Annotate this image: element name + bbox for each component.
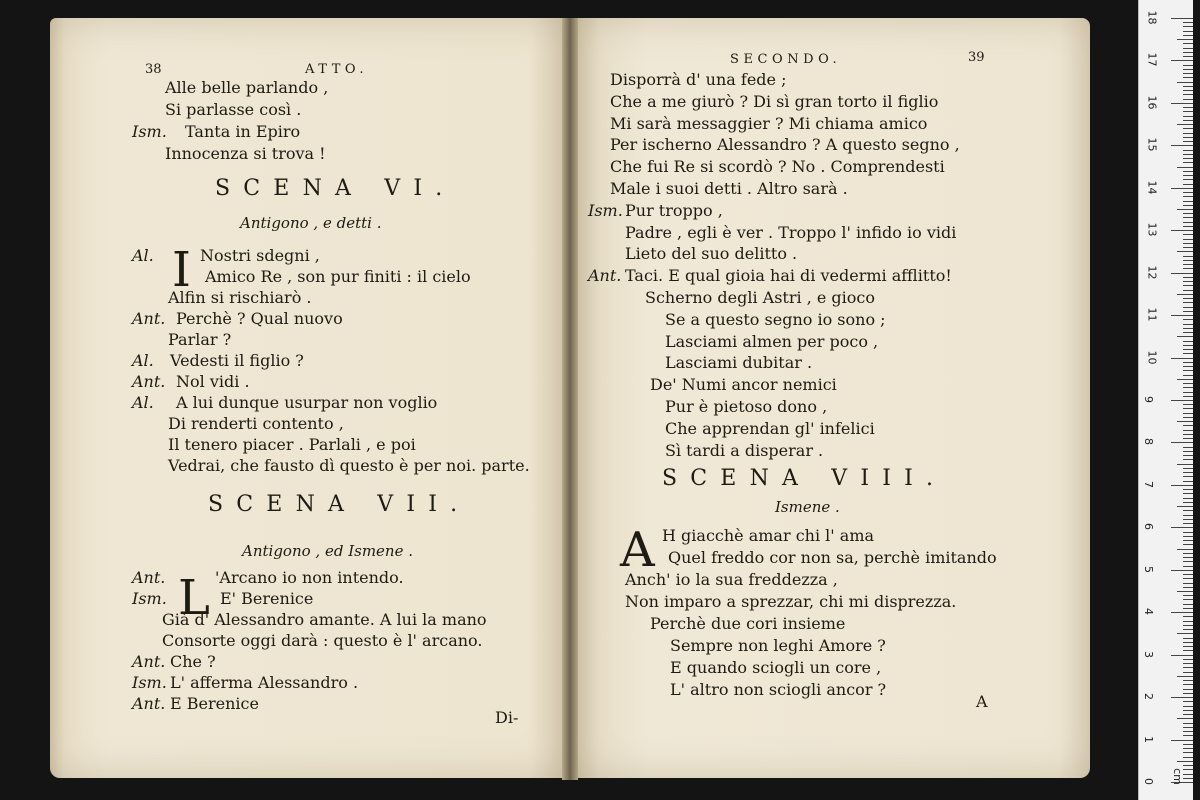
scene-8-dropcap: A [620, 522, 655, 578]
scene-6-stage-direction: Antigono , e detti . [240, 214, 382, 232]
verse-text: Alle belle parlando , [165, 78, 329, 97]
ruler-tick [1177, 124, 1193, 125]
speaker-label: Ant. [132, 309, 166, 328]
running-head-left: ATTO. [305, 62, 369, 77]
ruler-tick [1177, 39, 1193, 40]
verse-text: E quando sciogli un core , [670, 658, 882, 677]
ruler-tick [1183, 532, 1193, 533]
speaker-label: Ant. [132, 372, 166, 391]
ruler-tick [1183, 324, 1193, 325]
ruler-tick [1183, 451, 1193, 452]
ruler-tick [1183, 616, 1193, 617]
verse-text: Che a me giurò ? Di sì gran torto il figlio [610, 91, 939, 111]
ruler-tick [1183, 447, 1193, 448]
ruler-tick [1183, 226, 1193, 227]
ruler-tick [1183, 621, 1193, 622]
scene-7-dropcap: L [178, 570, 210, 626]
verse-text: Consorte oggi darà : questo è l' arcano. [162, 631, 483, 650]
ruler-tick [1183, 332, 1193, 333]
ruler-tick [1177, 167, 1193, 168]
ruler-tick [1183, 94, 1193, 95]
ruler-tick [1183, 349, 1193, 350]
ruler-tick [1171, 103, 1193, 104]
signature-mark: A [976, 692, 988, 711]
ruler-tick [1183, 107, 1193, 108]
verse-text: A lui dunque usurpar non voglio [176, 393, 438, 412]
ruler-tick [1183, 90, 1193, 91]
speaker-label: Ism. [132, 673, 167, 692]
ruler-tick [1183, 366, 1193, 367]
ruler-tick [1177, 209, 1193, 210]
verse-line [132, 568, 404, 588]
ruler-number: 15 [1145, 137, 1159, 152]
ruler-tick [1183, 52, 1193, 53]
ruler-number: 13 [1145, 222, 1159, 237]
scene-7-title: SCENA VII. [208, 492, 471, 517]
ruler-tick [1183, 553, 1193, 554]
ruler-tick [1183, 413, 1193, 414]
right-page [570, 18, 1090, 778]
ruler-tick [1183, 659, 1193, 660]
ruler-tick [1183, 222, 1193, 223]
ruler-tick [1183, 684, 1193, 685]
ruler-tick [1183, 599, 1193, 600]
verse-text: Scherno degli Astri , e gioco [645, 288, 875, 307]
ruler-tick [1183, 493, 1193, 494]
scene-8-stage-direction: Ismene . [775, 498, 840, 516]
ruler-number: 12 [1145, 265, 1159, 280]
ruler-tick [1183, 489, 1193, 490]
ruler-tick [1183, 574, 1193, 575]
scene-8-title: SCENA VIII. [662, 466, 947, 491]
verse-text: Si parlasse così . [165, 100, 302, 119]
verse-line [132, 673, 359, 693]
verse-line [132, 351, 304, 371]
ruler-tick [1171, 273, 1193, 274]
ruler-tick [1183, 701, 1193, 702]
ruler-tick [1183, 629, 1193, 630]
ruler-tick [1183, 184, 1193, 185]
ruler-tick [1171, 740, 1193, 741]
ruler-tick [1183, 430, 1193, 431]
ruler-tick [1177, 82, 1193, 83]
ruler-tick [1183, 285, 1193, 286]
ruler-number: 1 [1142, 735, 1155, 743]
ruler-tick [1183, 133, 1193, 134]
ruler-tick [1177, 336, 1193, 337]
ruler-tick [1183, 778, 1193, 779]
verse-text: Amico Re , son pur finiti : il cielo [205, 267, 471, 286]
ruler-tick [1171, 697, 1193, 698]
ruler-tick [1183, 566, 1193, 567]
ruler-tick [1183, 319, 1193, 320]
ruler-tick [1183, 175, 1193, 176]
ruler-tick [1183, 162, 1193, 163]
verse-line [132, 309, 343, 329]
ruler-number: 16 [1145, 95, 1159, 110]
verse-line [132, 246, 320, 266]
ruler-tick [1183, 99, 1193, 100]
ruler-tick [1183, 73, 1193, 74]
verse-text: Mi sarà messaggier ? Mi chiama amico [610, 113, 928, 133]
ruler-number: 3 [1142, 650, 1155, 658]
verse-line [132, 393, 438, 413]
verse-text: Di renderti contento , [168, 414, 344, 433]
ruler-tick [1183, 116, 1193, 117]
ruler-tick [1183, 311, 1193, 312]
ruler-tick [1183, 765, 1193, 766]
ruler-tick [1183, 328, 1193, 329]
verse-text: Tanta in Epiro [185, 122, 301, 141]
verse-text: H giacchè amar chi l' ama [662, 526, 875, 545]
ruler-tick [1183, 417, 1193, 418]
ruler-tick [1183, 302, 1193, 303]
ruler-tick [1183, 693, 1193, 694]
ruler-tick [1171, 230, 1193, 231]
ruler-tick [1183, 561, 1193, 562]
verse-text: Pur è pietoso dono , [665, 397, 828, 416]
ruler-tick [1183, 502, 1193, 503]
verse-text: Che fui Re si scordò ? No . Comprendesti [610, 157, 945, 177]
ruler-tick [1183, 298, 1193, 299]
verse-text: Non imparo a sprezzar, chi mi disprezza. [625, 592, 957, 611]
verse-line [132, 589, 314, 609]
ruler-tick [1183, 26, 1193, 27]
ruler-tick [1183, 468, 1193, 469]
ruler-number: 5 [1142, 565, 1155, 573]
ruler-tick [1183, 680, 1193, 681]
ruler-tick [1183, 774, 1193, 775]
ruler-tick [1183, 769, 1193, 770]
ruler-tick [1183, 731, 1193, 732]
ruler-tick [1183, 387, 1193, 388]
ruler-tick [1183, 515, 1193, 516]
verse-text: Nol vidi . [176, 372, 250, 391]
ruler-tick [1183, 536, 1193, 537]
speaker-label: Ant. [132, 652, 166, 671]
ruler-tick [1183, 383, 1193, 384]
ruler-tick [1177, 591, 1193, 592]
ruler-tick [1183, 375, 1193, 376]
ruler-tick [1183, 642, 1193, 643]
verse-line [588, 200, 723, 221]
ruler-tick [1177, 251, 1193, 252]
ruler-number: 4 [1142, 608, 1155, 616]
running-head-right: SECONDO. [730, 52, 842, 67]
ruler-tick [1183, 544, 1193, 545]
ruler-tick [1183, 290, 1193, 291]
ruler-tick [1183, 744, 1193, 745]
speaker-label: Ism. [132, 589, 167, 608]
ruler-tick [1177, 633, 1193, 634]
verse-text: Anch' io la sua freddezza , [625, 570, 838, 589]
open-book [50, 18, 1090, 786]
ruler-tick [1183, 438, 1193, 439]
verse-line [132, 652, 216, 672]
ruler-tick [1183, 459, 1193, 460]
ruler-number: 9 [1142, 396, 1155, 403]
verse-text: Perchè ? Qual nuovo [176, 309, 343, 328]
verse-text: Vedesti il figlio ? [170, 351, 304, 370]
ruler-tick [1183, 557, 1193, 558]
verse-text: Che apprendan gl' infelici [665, 418, 875, 438]
ruler-number: 18 [1145, 10, 1159, 25]
ruler-tick [1183, 345, 1193, 346]
speaker-label: Ism. [588, 200, 623, 220]
page-number-left: 38 [145, 62, 162, 77]
ruler-tick [1183, 77, 1193, 78]
speaker-label: Ant. [588, 266, 622, 286]
ruler-tick [1183, 748, 1193, 749]
verse-text: Innocenza si trova ! [165, 144, 326, 163]
ruler-tick [1183, 667, 1193, 668]
ruler-tick [1183, 735, 1193, 736]
ruler-tick [1171, 400, 1193, 401]
ruler-tick [1183, 268, 1193, 269]
ruler-tick [1183, 48, 1193, 49]
ruler-tick [1183, 408, 1193, 409]
ruler-tick [1183, 192, 1193, 193]
speaker-label: Al. [132, 351, 154, 370]
ruler-tick [1171, 612, 1193, 613]
ruler-tick [1183, 196, 1193, 197]
ruler-tick [1177, 549, 1193, 550]
ruler-tick [1183, 540, 1193, 541]
scene-6-dropcap: I [172, 242, 191, 298]
scene-7-stage-direction: Antigono , ed Ismene . [242, 542, 413, 560]
ruler-tick [1183, 396, 1193, 397]
verse-text: E' Berenice [220, 589, 314, 608]
ruler-tick [1183, 141, 1193, 142]
speaker-label: Al. [132, 246, 154, 265]
ruler-tick [1183, 205, 1193, 206]
ruler-tick [1183, 455, 1193, 456]
ruler-number: 6 [1142, 523, 1155, 531]
scene-6-title: SCENA VI. [215, 176, 456, 201]
verse-text: Taci. E qual gioia hai di vedermi afflitto! [625, 266, 952, 286]
ruler-tick [1183, 689, 1193, 690]
ruler-tick [1177, 379, 1193, 380]
ruler-number: 8 [1142, 438, 1155, 446]
ruler-tick [1183, 587, 1193, 588]
ruler-tick [1183, 362, 1193, 363]
ruler-tick [1177, 464, 1193, 465]
verse-text: Sì tardi a disperar . [665, 440, 824, 460]
verse-text: E Berenice [170, 694, 259, 713]
verse-text: Male i suoi detti . Altro sarà . [610, 179, 848, 198]
ruler-tick [1183, 307, 1193, 308]
ruler-tick [1183, 277, 1193, 278]
verse-text: Perchè due cori insieme [650, 614, 846, 633]
ruler-tick [1171, 145, 1193, 146]
ruler-unit: cm [1170, 768, 1184, 785]
ruler-tick [1183, 150, 1193, 151]
ruler-tick [1183, 201, 1193, 202]
ruler-tick [1183, 604, 1193, 605]
ruler-tick [1183, 727, 1193, 728]
ruler-tick [1183, 757, 1193, 758]
verse-text: Quel freddo cor non sa, perchè imitando [668, 548, 997, 567]
ruler-tick [1183, 22, 1193, 23]
ruler-tick [1183, 578, 1193, 579]
ruler-tick [1183, 217, 1193, 218]
left-page [50, 18, 568, 778]
ruler-tick [1183, 519, 1193, 520]
ruler-tick [1183, 171, 1193, 172]
ruler-tick [1177, 718, 1193, 719]
ruler-tick [1183, 370, 1193, 371]
ruler-tick [1183, 583, 1193, 584]
ruler-tick [1171, 655, 1193, 656]
ruler-tick [1183, 56, 1193, 57]
verse-text: L' afferma Alessandro . [170, 673, 359, 692]
ruler-tick [1171, 358, 1193, 359]
verse-line [132, 122, 301, 142]
ruler-tick [1183, 723, 1193, 724]
ruler-tick [1183, 353, 1193, 354]
ruler-tick [1183, 65, 1193, 66]
ruler-tick [1183, 128, 1193, 129]
ruler-tick [1183, 706, 1193, 707]
ruler-number: 17 [1145, 52, 1159, 67]
speaker-label: Ant. [132, 694, 166, 713]
ruler-tick [1183, 234, 1193, 235]
ruler-tick [1183, 523, 1193, 524]
ruler-tick [1183, 31, 1193, 32]
ruler-tick [1183, 498, 1193, 499]
verse-text: Vedrai, che fausto dì questo è per noi. parte. [168, 456, 530, 475]
verse-line [132, 372, 250, 392]
ruler-tick [1183, 43, 1193, 44]
verse-text: Lieto del suo delitto . [625, 244, 798, 264]
ruler-tick [1183, 646, 1193, 647]
ruler-tick [1183, 481, 1193, 482]
verse-text: Lasciami almen per poco , [665, 331, 879, 351]
ruler-tick [1183, 638, 1193, 639]
ruler-tick [1177, 676, 1193, 677]
ruler-tick [1183, 260, 1193, 261]
ruler-tick [1183, 35, 1193, 36]
ruler-number: 7 [1142, 480, 1155, 488]
ruler-tick [1183, 120, 1193, 121]
book-gutter [562, 18, 578, 780]
verse-text: Disporrà d' una fede ; [610, 70, 787, 89]
ruler-tick [1183, 256, 1193, 257]
ruler-tick [1183, 404, 1193, 405]
catchword: Di- [495, 708, 519, 727]
ruler-tick [1183, 239, 1193, 240]
verse-text: Padre , egli è ver . Troppo l' infido io vidi [625, 222, 957, 242]
verse-text: Pur troppo , [625, 200, 723, 220]
ruler-number: 14 [1145, 180, 1159, 195]
page-number-right: 39 [968, 50, 985, 65]
ruler-number: 2 [1142, 693, 1155, 701]
ruler-tick [1183, 69, 1193, 70]
verse-text: L' altro non sciogli ancor ? [670, 680, 887, 699]
verse-line [588, 266, 952, 286]
ruler-tick [1183, 247, 1193, 248]
ruler-tick [1177, 761, 1193, 762]
verse-line [132, 694, 259, 714]
verse-text: Che ? [170, 652, 216, 671]
verse-text: Alfin si rischiarò . [168, 288, 312, 307]
verse-text: De' Numi ancor nemici [650, 375, 837, 395]
ruler-tick [1183, 650, 1193, 651]
speaker-label: Ism. [132, 122, 167, 141]
ruler-tick [1183, 392, 1193, 393]
verse-text: Sempre non leghi Amore ? [670, 636, 886, 655]
ruler-tick [1183, 472, 1193, 473]
ruler-tick [1183, 752, 1193, 753]
ruler-tick [1183, 608, 1193, 609]
verse-text: Il tenero piacer . Parlali , e poi [168, 435, 416, 454]
ruler-tick [1171, 18, 1193, 19]
ruler-tick [1183, 154, 1193, 155]
ruler-tick [1183, 341, 1193, 342]
ruler-tick [1171, 315, 1193, 316]
ruler-tick [1183, 281, 1193, 282]
measuring-ruler [1138, 0, 1193, 800]
ruler-tick [1183, 137, 1193, 138]
ruler-tick [1171, 60, 1193, 61]
ruler-tick [1183, 434, 1193, 435]
verse-text: Già d' Alessandro amante. A lui la mano [162, 610, 487, 629]
ruler-tick [1183, 510, 1193, 511]
ruler-tick [1177, 421, 1193, 422]
verse-text: Lasciami dubitar . [665, 353, 813, 373]
speaker-label: Al. [132, 393, 154, 412]
ruler-tick [1183, 111, 1193, 112]
verse-text: Parlar ? [168, 330, 232, 349]
ruler-tick [1171, 570, 1193, 571]
ruler-tick [1183, 213, 1193, 214]
ruler-tick [1183, 264, 1193, 265]
verse-text: Se a questo segno io sono ; [665, 309, 886, 329]
ruler-tick [1183, 672, 1193, 673]
ruler-tick [1183, 179, 1193, 180]
ruler-tick [1183, 714, 1193, 715]
ruler-tick [1171, 527, 1193, 528]
ruler-tick [1183, 710, 1193, 711]
ruler-tick [1177, 506, 1193, 507]
ruler-tick [1183, 663, 1193, 664]
ruler-number: 0 [1142, 778, 1155, 785]
ruler-tick [1183, 625, 1193, 626]
ruler-tick [1171, 485, 1193, 486]
ruler-tick [1183, 86, 1193, 87]
ruler-tick [1183, 158, 1193, 159]
ruler-number: 10 [1145, 350, 1159, 365]
ruler-tick [1183, 425, 1193, 426]
ruler-tick [1171, 442, 1193, 443]
verse-text: 'Arcano io non intendo. [215, 568, 404, 587]
verse-text: Per ischerno Alessandro ? A questo segno , [610, 135, 960, 155]
verse-text: Nostri sdegni , [200, 246, 320, 265]
ruler-tick [1183, 476, 1193, 477]
ruler-tick [1177, 294, 1193, 295]
speaker-label: Ant. [132, 568, 166, 587]
ruler-tick [1171, 188, 1193, 189]
ruler-tick [1183, 595, 1193, 596]
ruler-tick [1183, 243, 1193, 244]
ruler-number: 11 [1145, 307, 1159, 322]
